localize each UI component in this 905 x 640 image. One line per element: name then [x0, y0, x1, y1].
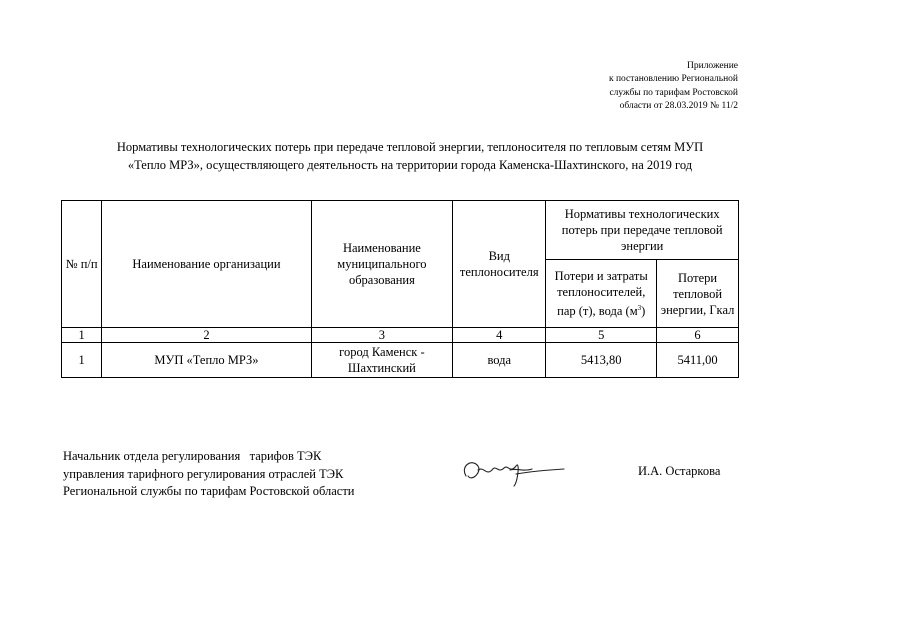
- appendix-line: службы по тарифам Ростовской: [609, 87, 738, 98]
- header-heat-losses: Потери тепловой энергии, Гкал: [657, 260, 739, 328]
- norms-table: [61, 200, 739, 378]
- position-line: управления тарифного регулирования отраслей ТЭК: [63, 466, 344, 481]
- header-municipality: Наименование муниципального образования: [311, 201, 452, 328]
- column-number: 3: [311, 328, 452, 343]
- cell-carrier-losses: 5413,80: [546, 343, 657, 378]
- cell-organization: МУП «Тепло МРЗ»: [102, 343, 311, 378]
- column-number: 4: [453, 328, 546, 343]
- appendix-note: [518, 60, 738, 113]
- header-carrier-losses-end: ): [641, 304, 646, 319]
- cell-municipality: город Каменск - Шахтинский: [311, 343, 452, 378]
- column-number: 6: [657, 328, 739, 343]
- header-num: № п/п: [62, 201, 102, 328]
- header-carrier-losses-sup: 3: [637, 303, 642, 312]
- appendix-line: к постановлению Региональной: [608, 74, 738, 85]
- cell-carrier-type: вода: [453, 343, 546, 378]
- column-number: 1: [62, 328, 102, 343]
- column-number: 2: [102, 328, 311, 343]
- signer-name: И.А. Остаркова: [638, 464, 721, 478]
- header-norms-group: Нормативы технологических потерь при передаче тепловой энергии: [546, 201, 739, 260]
- appendix-line: Приложение: [687, 61, 738, 71]
- header-organization: Наименование организации: [102, 201, 311, 328]
- signatory-position: [63, 448, 354, 501]
- title-line-1: Нормативы технологических потерь при передаче тепловой энергии, теплоносителя по тепловым сетям МУП: [116, 140, 704, 154]
- position-line: Региональной службы по тарифам Ростовской области: [63, 484, 355, 498]
- appendix-line: области от 28.03.2019 № 11/2: [619, 100, 738, 111]
- position-line: Начальник отдела регулирования тарифов ТЭК: [63, 449, 322, 463]
- header-carrier-losses: [546, 260, 657, 328]
- header-carrier-type: Вид теплоносителя: [453, 201, 546, 328]
- cell-heat-losses: 5411,00: [657, 343, 739, 378]
- document-title: [60, 138, 760, 174]
- cell-num: 1: [62, 343, 102, 378]
- title-line-2: «Тепло МРЗ», осуществляющего деятельность на территории города Каменска-Шахтинского, на 2019 год: [127, 158, 693, 172]
- handwritten-signature: [458, 452, 568, 492]
- column-number: 5: [546, 328, 657, 343]
- header-carrier-losses-text: Потери и затраты теплоносителей, пар (т), вода (м: [554, 268, 648, 319]
- table-row: [62, 343, 739, 378]
